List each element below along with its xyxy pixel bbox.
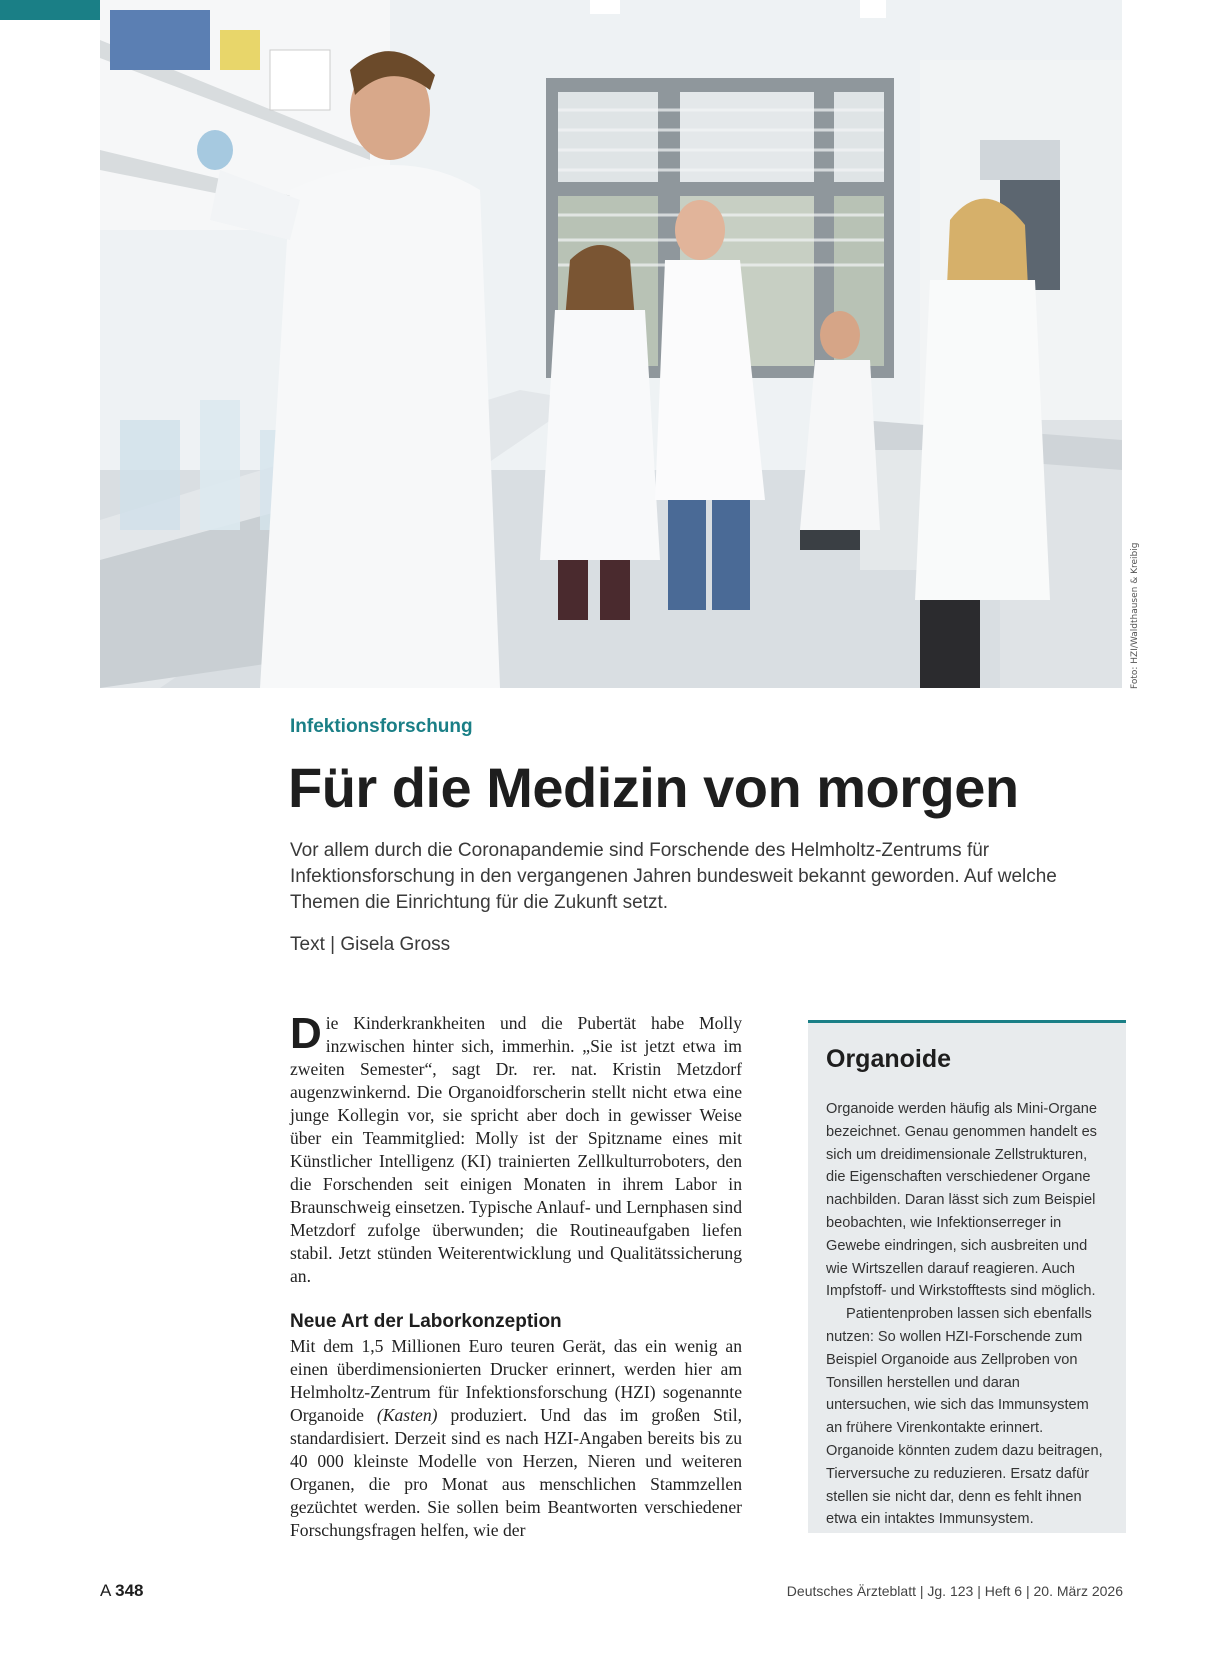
sidebar-title: Organoide	[826, 1045, 952, 1073]
paragraph-text: ie Kinderkrankheiten und die Pubertät habe Molly inzwischen hinter sich, immerhin. „Sie ist jetzt etwa im zweiten Semester“, sagt Dr. rer. nat. Kristin Metzdorf augenzwinkernd. Die Organoidforscherin stellt nicht etwa eine junge Kollegin vor, sie spricht aber doch in gewisser Weise über ein Teammitglied: Molly ist der Spitzname eines mit Künstlicher Intelligenz (KI) trainierten Zellkulturroboters, den die Forschenden seit einigen Monaten in ihrem Labor in Braunschweig einsetzen. Typische Anlauf- und Lernphasen sind Metzdorf zufolge überwunden; die Routineaufgaben liefen stabil. Jetzt stünden Weiterentwicklung und Qualitätssicherung an.	[290, 1013, 742, 1286]
sidebar-paragraph: Patientenproben lassen sich ebenfalls nutzen: So wollen HZI-Forschende zum Beispiel Organoide aus Zellproben von Tonsillen herstellen und daran untersuchen, wie sich das Immunsystem an frühere Virenkontakte erinnert. Organoide könnten zudem dazu beitragen, Tierversuche zu reduzieren. Ersatz dafür stellen sie nicht dar, denn es fehlt ihnen etwa ein intaktes Immunsystem.	[826, 1306, 1103, 1528]
laboratory-photo-icon	[100, 0, 1122, 688]
article-paragraph	[290, 1335, 742, 1542]
section-kicker: Infektionsforschung	[290, 716, 473, 737]
article-body	[290, 1009, 742, 1542]
paragraph-text: produziert. Und das im großen Stil, standardisiert. Derzeit sind es nach HZI-Angaben bereits bis zu 40 000 kleinste Modelle von Herzen, Nieren und weiteren Organen, die pro Monat aus menschlichen Stammzellen gezüchtet werden. Sie sollen beim Beantworten verschiedener Forschungsfragen helfen, wie der	[290, 1405, 742, 1540]
article-title: Für die Medizin von morgen	[288, 756, 1019, 819]
photo-credit: Foto: HZI/Waldthausen & Kreibig	[1130, 542, 1140, 689]
sidebar-paragraph: Organoide werden häufig als Mini-Organe bezeichnet. Genau genommen handelt es sich um dreidimensionale Zellstrukturen, die Eigenschaften verschiedener Organe nachbilden. Daran lässt sich zum Beispiel beobachten, wie Infektionserreger in Gewebe eindringen, sich ausbreiten und wie Wirtszellen darauf reagieren. Auch Impfstoff- und Wirkstofftests sind möglich.	[826, 1101, 1097, 1300]
page-number-value: 348	[115, 1581, 144, 1600]
article-subheading: Neue Art der Laborkonzeption	[290, 1311, 562, 1332]
article-paragraph	[290, 1009, 742, 1288]
page-number	[100, 1581, 144, 1601]
article-intro: Vor allem durch die Coronapandemie sind Forschende des Helmholtz-Zentrums für Infektionsforschung in den vergangenen Jahren bundesweit bekannt geworden. Auf welche Themen die Einrichtung für die Zukunft setzt.	[290, 840, 1057, 913]
drop-cap: D	[290, 1009, 322, 1058]
lab-photo	[100, 0, 1122, 688]
box-reference: (Kasten)	[376, 1405, 438, 1425]
byline: Text | Gisela Gross	[290, 934, 451, 955]
page-prefix: A	[100, 1581, 111, 1600]
paragraph-text: Mit dem 1,5 Millionen Euro teuren Gerät, das ein wenig an einen überdimensionierten Drucker erinnert, werden hier am Helmholtz-Zentrum für Infektionsforschung (HZI) sogenannte Organoide	[290, 1336, 742, 1425]
sidebar-box	[808, 1020, 1126, 1533]
publication-info: Deutsches Ärzteblatt | Jg. 123 | Heft 6 | 20. März 2026	[786, 1583, 1123, 1599]
corner-accent-bar	[0, 0, 100, 20]
